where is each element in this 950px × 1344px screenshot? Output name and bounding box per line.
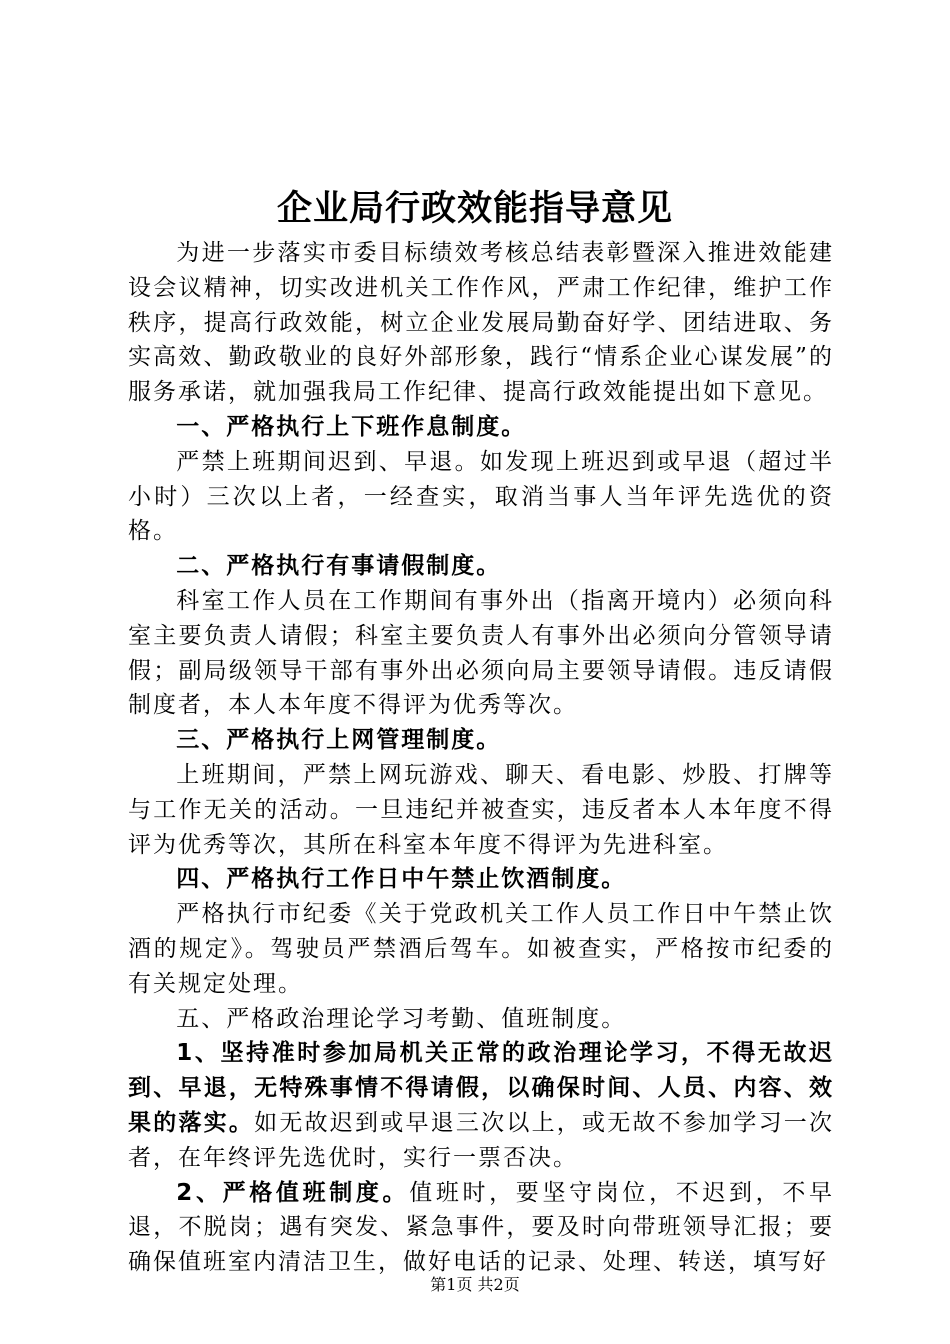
section-2-text: 科室工作人员在工作期间有事外出（指离开境内）必须向科室主要负责人请假；科室主要负责人有事外出必须向分管领导请假；副局级领导干部有事外出必须向局主要领导请假。违反请假制度者，本人本年度不得评为优秀等次。 [128,587,834,719]
page-footer: 第1页 共2页 [430,1275,520,1294]
section-5-item-1-text: 如无故迟到或早退三次以上，或无故不参加学习一次者，在年终评先选优时，实行一票否决。 [128,1109,835,1171]
section-5-item-2-lead: 2、严格值班制度。 [176,1179,410,1206]
section-5-item-1-lead: 1、坚持准时参加局机关正常的政治理论学习，不得无故迟到、早退，无特殊事情不得请假，以确保时间、人员、内容、效果的落实。 [128,1040,834,1136]
section-5-item-2 [128,1176,834,1280]
intro-paragraph: 为进一步落实市委目标绩效考核总结表彰暨深入推进效能建设会议精神，切实改进机关工作作风，严肃工作纪律，维护工作秩序，提高行政效能，树立企业发展局勤奋好学、团结进取、务实高效、勤政敬业的良好外部形象，践行“情系企业心谋发展”的服务承诺，就加强我局工作纪律、提高行政效能提出如下意见。 [128,240,834,406]
section-4-heading: 四、严格执行工作日中午禁止饮酒制度。 [176,866,627,893]
section-5-item-1 [128,1036,834,1175]
section-5-heading: 五、严格政治理论学习考勤、值班制度。 [176,1005,627,1032]
document-title: 企业局行政效能指导意见 [276,189,673,229]
section-3-text: 上班期间，严禁上网玩游戏、聊天、看电影、炒股、打牌等与工作无关的活动。一旦违纪并被查实，违反者本人本年度不得评为优秀等次，其所在科室本年度不得评为先进科室。 [128,761,834,858]
section-1-text: 严禁上班期间迟到、早退。如发现上班迟到或早退（超过半小时）三次以上者，一经查实，取消当事人当年评先选优的资格。 [128,448,834,545]
section-4-text: 严格执行市纪委《关于党政机关工作人员工作日中午禁止饮酒的规定》。驾驶员严禁酒后驾车。如被查实，严格按市纪委的有关规定处理。 [128,901,834,997]
section-3-heading: 三、严格执行上网管理制度。 [176,727,502,754]
section-5-item-2-text: 值班时，要坚守岗位，不迟到，不早退，不脱岗；遇有突发、紧急事件，要及时向带班领导汇报；要确保值班室内清洁卫生，做好电话的记录、处理、转送，填写好 [128,1179,834,1276]
section-1-heading: 一、严格执行上下班作息制度。 [176,413,527,440]
section-2-heading: 二、严格执行有事请假制度。 [176,553,502,580]
document-body [128,236,834,1280]
